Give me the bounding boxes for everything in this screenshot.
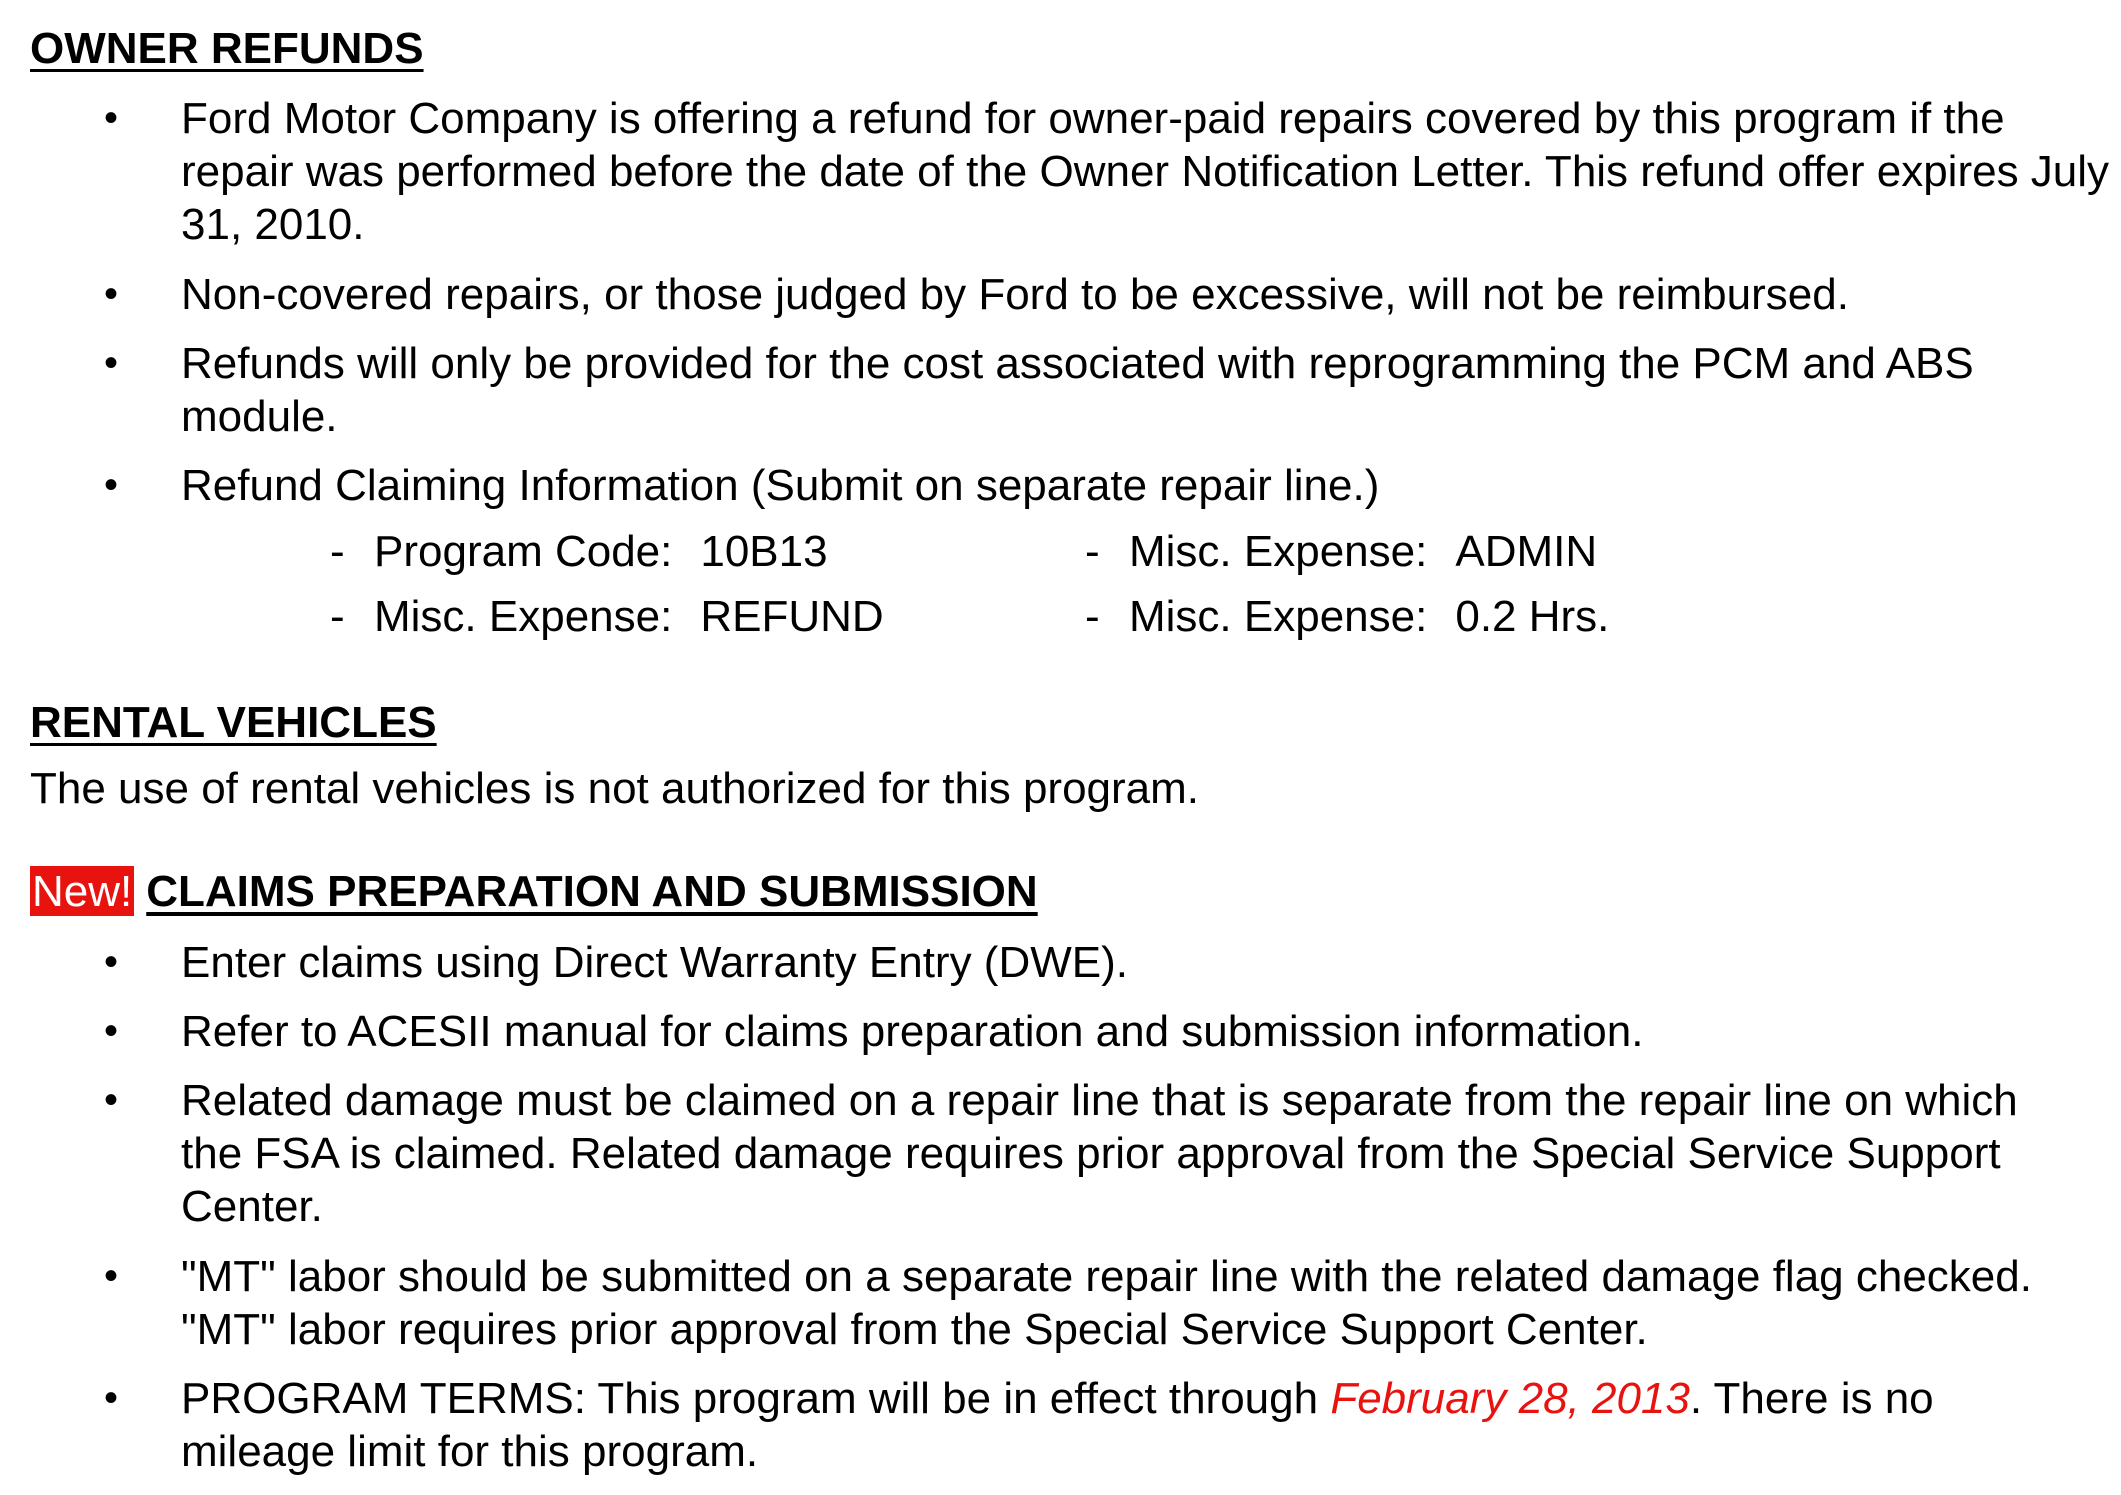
program-terms-text [181,1372,2081,1478]
new-badge: New! [32,867,133,916]
owner-refunds-heading: OWNER REFUNDS [30,24,424,73]
dash: - [1085,527,1100,576]
code-label: Misc. Expense: [1129,527,1428,576]
claims-heading-text: CLAIMS PREPARATION AND SUBMISSION [146,867,1038,916]
bullet-icon: • [104,341,119,385]
misc-expense-admin-row [1085,525,1597,578]
bullet-icon: • [104,272,119,316]
refund-claiming-text: Refund Claiming Information (Submit on separate repair line.) [181,461,1380,510]
terms-date: February 28, 2013 [1330,1374,1690,1423]
misc-expense-refund-row [330,590,884,643]
code-value: 10B13 [700,527,828,576]
bullet-icon: • [104,1376,119,1420]
code-label: Misc. Expense: [374,592,673,641]
dwe-text: Enter claims using Direct Warranty Entry (DWE). [181,938,1128,987]
mt-labor-text: "MT" labor should be submitted on a separate repair line with the related damage flag checked. "MT" labor requires prior approval from the Special Service Support Center. [181,1252,2032,1354]
dash: - [330,527,345,576]
code-label: Program Code: [374,527,673,576]
code-value: REFUND [700,592,884,641]
bullet-icon: • [104,940,119,984]
refund-offer-text: Ford Motor Company is offering a refund for owner-paid repairs covered by this program if the repair was performed before the date of the Owner Notification Letter. This refund offer expires July 31, 2010. [181,94,2110,249]
related-damage-text: Related damage must be claimed on a repair line that is separate from the repair line on which the FSA is claimed. Related damage requires prior approval from the Special Service Support Center. [181,1076,2018,1231]
terms-suffix: . There is no mileage limit for this program. [181,1374,1934,1476]
bullet-icon: • [104,1009,119,1053]
dash: - [1085,592,1100,641]
program-code-row [330,525,828,578]
terms-prefix: PROGRAM TERMS: This program will be in effect through [181,1374,1331,1423]
bullet-icon: • [104,1254,119,1298]
acesii-text: Refer to ACESII manual for claims preparation and submission information. [181,1007,1644,1056]
code-label: Misc. Expense: [1129,592,1428,641]
non-covered-text: Non-covered repairs, or those judged by Ford to be excessive, will not be reimbursed. [181,270,1849,319]
claims-heading [30,866,1038,917]
refund-cost-text: Refunds will only be provided for the cost associated with reprogramming the PCM and ABS module. [181,339,1974,441]
dash: - [330,592,345,641]
misc-expense-hours-row [1085,590,1609,643]
code-value: ADMIN [1455,527,1598,576]
bullet-icon: • [104,96,119,140]
bullet-icon: • [104,1078,119,1122]
rental-vehicles-text: The use of rental vehicles is not authorized for this program. [30,764,1200,813]
rental-vehicles-heading: RENTAL VEHICLES [30,698,437,747]
code-value: 0.2 Hrs. [1455,592,1610,641]
bullet-icon: • [104,463,119,507]
